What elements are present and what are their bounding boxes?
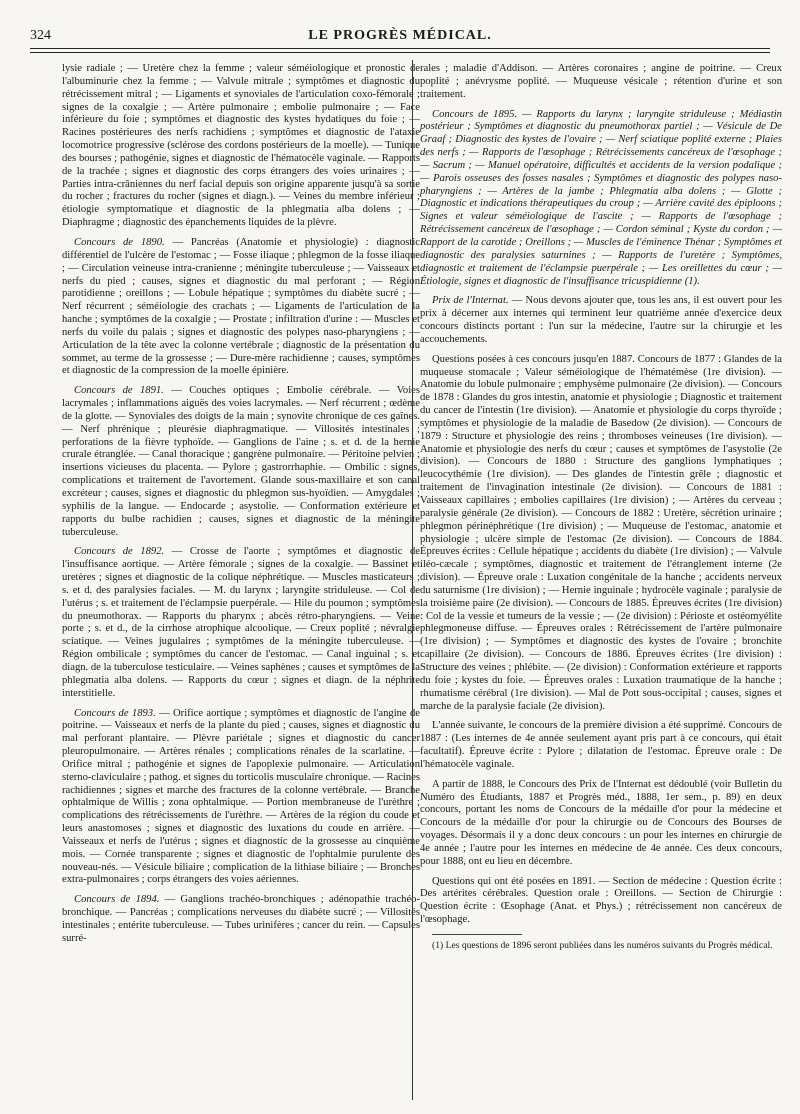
paragraph [62,546,420,700]
paragraph-text: — Couches optiques ; Embolie cérébrale. — Voies lacrymales ; inflammations aiguës des voies lacrymales. — Nerf récurrent ; œdème de la glotte. — Synoviales des doigts de la main ; synovite chronique de ces gaînes. — Nerf phrénique ; pleurésie diaphragmatique. — Villosités intestinales ; perforations de la fièvre typhoïde. — Ganglions de l'aine ; s. et d. de la hernie crurale étranglée. — Canal thoracique ; gangrène pulmonaire. — Péritoine pelvien ; insertions vicieuses du placenta. — Pylore ; gastrorrhaphie. — Ombilic : signes, complications et traitement de l'avortement. Glande sous-maxillaire et son canal excréteur ; causes, signes et diagnostic du phlegmon sus-hyoïdien. — Amygdales ; syphilis de la langue. — Endocarde ; asystolie. — Conformation extérieure et rapports du bulbe rachidien ; causes, signes et diagnostic de la méningite tuberculeuse. [62,385,420,538]
paragraph: A partir de 1888, le Concours des Prix de l'Internat est dédoublé (voir Bulletin du Numéro des Étudiants, 1887 et Progrès méd., 1888, 1er sem., p. 89) en deux concours, portant les noms de Concours de la médaille d'or pour la médecine et Concours de la médaille d'or pour la chirurgie ou de Concours des Bourses de voyages. Désormais il y a donc deux concours : un pour les internes en chirurgie de 4e année ; l'autre pour les internes en médecine de 4e année. Ces deux concours, pour 1888, ont eu lieu en décembre. [420,778,782,867]
page-number: 324 [30,28,51,43]
paragraph [62,894,420,945]
paragraph: Questions qui ont été posées en 1891. — Section de médecine : Question écrite : Des artérites cérébrales. Question orale : Oreillons. — Section de Chirurgie : Question écrite : Œsophage (Anat. et Phys.) ; rétrécissement non cancéreux de l'œsophage. [420,875,782,926]
paragraph [420,295,782,346]
section-lead: Concours de 1894. [74,894,160,906]
section-lead: Prix de l'Internat. [432,295,509,307]
paragraph-text: — Ganglions trachéo-bronchiques ; adénopathie trachéo-bronchique. — Pancréas ; complications nerveuses du diabète sucré ; — Villosités intestinales ; entérite tuberculeuse. — Tubes urinifères ; cancer du rein. — Capsules surré- [62,894,420,944]
paragraph-text: — Nous devons ajouter que, tous les ans, il est ouvert pour les prix à décerner aux internes qui terminent leur quatrième année d'exercice deux concours distincts portant : l'un sur la médecine, l'autre sur la chirurgie et les accouchements. [420,295,782,345]
paragraph-text: — Pancréas (Anatomie et physiologie) : diagnostic différentiel de l'ulcère de l'estomac ; — Fosse iliaque ; phlegmon de la fosse iliaque ; — Circulation veineuse intra-cranienne ; méningite tuberculeuse ; — Vaisseaux et nerfs du pied ; causes, signes et diagnostic du mal perforant ; — Région parotidienne ; oreillons ; — Lobule hépatique ; symptômes du diabète sucré ; — Nerf récurrent ; séméiologie des crachats ; — Ligaments de l'articulation de la hanche ; symptômes de la coxalgie ; — Prostate ; infiltration d'urine : — Muscles et nerfs du voile du palais ; signes et diagnostic des polypes naso-pharyngiens ; — Articulation de la tête avec la colonne vertébrale ; diagnostic de la présentation du sommet, au terme de la grossesse ; — Dure-mère rachidienne ; causes, symptômes et diagnostic de la compression de la moelle épinière. [62,236,420,377]
paragraph [420,109,782,289]
section-lead: Concours de 1890. [74,236,165,248]
section-lead: Concours de 1891. [74,385,164,397]
paragraph: Questions posées à ces concours jusqu'en 1887. Concours de 1877 : Glandes de la muqueuse stomacale ; Valeur séméiologique de l'hématémèse (1re division). — Anatomie du lobule pulmonaire ; emphysème pulmonaire (2e division). — Concours de 1878 : Glandes du gros intestin, anatomie et physiologie ; Diagnostic et traitement du cancer de l'intestin (1re division). — Anatomie et physiologie du corps thyroïde ; symptômes et physiologie de la maladie de Basedow (2e division). — Concours de 1879 : Structure et physiologie des reins ; thromboses veineuses (1re division). — Anatomie et physiologie des nerfs du cœur ; causes et symptômes de l'asystolie (2e division). — Concours de 1880 : Structure des ganglions lymphatiques ; leucocythémie (1re division). — Des glandes de l'intestin grêle ; diagnostic et traitement de l'invagination intestinale (2e division). — Concours de 1881 : Vaisseaux capillaires ; embolies capillaires (1re division) ; — Artères du cerveau ; paralysie générale (2e division). — Concours de 1882 : Uretère, sécrétion urinaire ; phlegmon périnéphrétique (1re division) ; — Muqueuse de l'estomac, anatomie et physiologie ; ulcère simple de l'estomac (2e division). — Concours de 1884. Épreuves écrites : Cellule hépatique ; accidents du diabète (1re division) ; — Valvule iléo-cæcale ; symptômes, diagnostic et traitement de l'étranglement interne (2e division). — Épreuve orale : Luxation congénitale de la hanche ; accidents nerveux du saturnisme (1re division) ; — Hernie inguinale ; hydrocèle vaginale ; paralysie de la troisième paire (2e division). — Concours de 1885. Épreuves écrites (1re division) : Col de la vessie et tumeurs de la vessie ; — (2e division) : Périoste et ostéomyélite phlegmoneuse diffuse. — Épreuves orales : Rétrécissement de l'artère pulmonaire (1re division) ; — Symptômes et diagnostic des kystes de l'ovaire ; bronchite capillaire (2e division). — Concours de 1886. Épreuves écrites (1re division) : Structure des veines ; phlébite. — (2e division) : Conformation extérieure et rapports du foie ; kystes du foie. — Épreuves orales : Luxation traumatique de la hanche ; rhumatisme cérébral (1re division). — Mal de Pott sous-occipital ; causes, signes et marche de la paralysie faciale (2e division). [420,353,782,712]
paragraph-text: — Rapports du larynx ; laryngite striduleuse ; Médiastin postérieur ; Symptômes et diagnostic du pneumothorax partiel ; — Vésicule de De Graaf ; Diagnostic des kystes de l'ovaire ; — Nerf sciatique poplité externe ; Plaies des nerfs ; — Rapports de l'œsophage ; Rétrécissements cancéreux de l'œsophage ; — Sacrum ; — Manuel opératoire, difficultés et accidents de la version podalique ; — Parois osseuses des fosses nasales ; Symptômes et diagnostic des polypes naso-pharyngiens ; — Artères de la jambe ; Phlegmatia alba dolens ; — Glotte ; Diagnostic et indications thérapeutiques du croup ; — Arrière cavité des épiploons ; Signes et valeur séméiologique de l'ascite ; — Rapports de l'œsophage ; Rétrécissement cancéreux de l'œsophage ; — Cordon séminal ; Kyste du cordon ; — Rapport de la carotide ; Oreillons ; — Muscles de l'éminence Thénar ; Symptômes et diagnostic des paralysies saturnines ; — Rapports de l'uretère ; Symptômes, diagnostic et traitement de l'éclampsie puerpérale ; — Les oreillettes du cœur ; — Étiologie, signes et diagnostic de l'insuffisance tricuspidienne (1). [420,108,782,287]
footnote-rule [432,934,522,935]
header-rule [30,48,770,53]
paragraph [62,237,420,378]
section-lead: Concours de 1895. [432,108,518,120]
paragraph [62,385,420,539]
right-column [420,63,782,952]
paragraph: L'année suivante, le concours de la première division a été supprimé. Concours de 1887 : (Les internes de 4e année seulement ayant pris part à ce concours, qui était facultatif). Épreuve écrite : Pylore ; dilatation de l'estomac. Épreuve orale : De l'hématocèle vaginale. [420,720,782,770]
paragraph-text: — Crosse de l'aorte ; symptômes et diagnostic de l'insuffisance aortique. — Artère fémorale ; signes de la coxalgie. — Bassinet et uretères ; signes et diagnostic de la colique néphrétique. — Muscles masticateurs ; s. et d. des paralysies faciales. — M. du larynx ; laryngite striduleuse. — Col de l'utérus ; s. et traitement de l'éclampsie puerpérale. — Hile du poumon ; symptômes du pneumothorax. — Rapports du pharynx ; abcès rétro-pharyngiens. — Veine porte ; s. et d., de la cirrhose atrophique alcoolique. — Creux poplité ; névralgie sciatique. — Veines jugulaires ; symptômes de la méningite tuberculeuse. — Région ombilicale ; symptômes du cancer de l'estomac. — Canal inguinal ; s. et diagn. de la tuberculose testiculaire. — Veines saphènes ; causes et symptômes de la phlegmatia alba dolens. — Rapports du cœur ; signes et diagn. de la néphrite interstitielle. [62,546,420,699]
page-header [30,28,770,46]
paragraph [62,708,420,888]
column-divider [412,60,413,1100]
journal-title: LE PROGRÈS MÉDICAL. [308,28,492,43]
paragraph-text: — Orifice aortique ; symptômes et diagnostic de l'angine de poitrine. — Vaisseaux et nerfs de la plante du pied ; causes, signes et diagnostic du mal perforant plantaire. — Plèvre pariétale ; signes et diagnostic du cancer pleuropulmonaire. — Artères rénales ; complications rénales de la scarlatine. — Orifice mitral ; pathogénie et signes de l'apoplexie pulmonaire. — Articulation sterno-claviculaire ; pathog. et signes du torticolis musculaire chronique. — Racines rachidiennes ; signes et marche des fractures de la colonne vertébrale. — Branche ophtalmique de Willis ; zona ophtalmique. — Portion membraneuse de l'urèthre ; complications des rétrécissements de l'urèthre. — Artères de la région du coude et leurs anastomoses ; signes et diagnostic des luxations du coude en arrière. — Vaisseaux et nerfs de l'utérus ; signes et diagnostic de la grossesse au cinquième mois. — Cornée transparente ; signes et diagnostic de l'ophtalmie purulente des nouveau-nés. — Vésicule biliaire ; complication de la lithiase biliaire ; — Bronches extra-pulmonaires ; corps étrangers des voies aériennes. [62,707,420,886]
footnote: (1) Les questions de 1896 seront publiées dans les numéros suivants du Progrès médical. [432,940,773,951]
paragraph: lysie radiale ; — Uretère chez la femme ; valeur séméiologique et pronostic de l'albuminurie chez la femme ; — Valvule mitrale ; symptômes et diagnostic du rétrécissement mitral ; — Ligaments et synoviales de l'articulation coxo-fémorale ; signes de la coxalgie ; — Artère pulmonaire ; embolie pulmonaire ; — Face inférieure du foie ; symptômes et diagnostic des kystes hydatiques du foie ; — Racines postérieures des nerfs rachidiens ; symptômes et diagnostic de l'ataxie locomotrice progressive (sclérose des cordons postérieurs de la moelle). — Tunique des bourses ; pathogénie, signes et diagnostic de l'hématocèle vaginale. — Rapports de la trachée ; signes et diagnostic des corps étrangers des voies urinaires ; — Parties intra-crâniennes du nerf facial depuis son origine apparente jusqu'à sa sortie du rocher ; fractures du rocher (signes et diagn.). — Veines du membre inférieur ; étiologie symptomatique et diagnostic de la phlegmatia alba dolens ; — Diaphragme ; diagnostic des épanchements liquides de la plèvre. [62,63,420,229]
paragraph: rales ; maladie d'Addison. — Artères coronaires ; angine de poitrine. — Creux poplité ; anévrysme poplité. — Muqueuse vésicale ; rétention d'urine et son traitement. [420,63,782,100]
section-lead: Concours de 1892. [74,546,165,558]
left-column [62,63,420,953]
section-lead: Concours de 1893. [74,707,156,719]
